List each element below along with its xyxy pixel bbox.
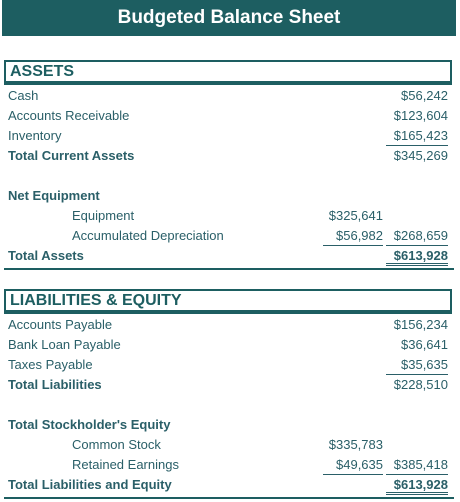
retained-earnings-value: $49,635 [323, 455, 383, 475]
accounts-payable-label: Accounts Payable [8, 317, 113, 332]
net-equipment-label: Net Equipment [8, 188, 100, 203]
taxes-payable-value: $35,635 [386, 355, 448, 375]
row-accumulated-depreciation [0, 226, 460, 246]
row-common-stock [0, 435, 460, 455]
row-inventory [0, 126, 460, 146]
row-total-liabilities-equity [0, 475, 460, 495]
row-total-current-assets [0, 146, 460, 166]
liabilities-heading-label: LIABILITIES & EQUITY [10, 291, 182, 309]
liabilities-heading-rule [4, 312, 452, 314]
row-accounts-payable [0, 315, 460, 335]
cash-value: $56,242 [401, 88, 448, 103]
page-title: Budgeted Balance Sheet [2, 0, 456, 36]
row-accounts-receivable [0, 106, 460, 126]
total-liabilities-equity-label: Total Liabilities and Equity [8, 477, 172, 492]
total-current-assets-value: $345,269 [393, 148, 448, 163]
row-retained-earnings [0, 455, 460, 475]
total-assets-value: $613,928 [386, 246, 448, 266]
liabilities-heading [4, 289, 452, 312]
inventory-label: Inventory [8, 128, 62, 143]
total-current-assets-label: Total Current Assets [8, 148, 135, 163]
row-stockholders-equity [0, 415, 460, 435]
assets-heading-label: ASSETS [10, 62, 75, 80]
accumulated-depreciation-value: $56,982 [323, 226, 383, 246]
retained-earnings-label: Retained Earnings [72, 457, 179, 472]
stockholders-equity-value: $385,418 [386, 455, 448, 475]
common-stock-value: $335,783 [328, 437, 383, 452]
stockholders-equity-label: Total Stockholder's Equity [8, 417, 171, 432]
row-equipment [0, 206, 460, 226]
inventory-value: $165,423 [386, 126, 448, 146]
common-stock-label: Common Stock [72, 437, 161, 452]
row-bank-loan-payable [0, 335, 460, 355]
taxes-payable-label: Taxes Payable [8, 357, 93, 372]
assets-bottom-rule [4, 268, 454, 270]
accounts-payable-value: $156,234 [393, 317, 448, 332]
total-liabilities-value: $228,510 [393, 377, 448, 392]
accounts-receivable-label: Accounts Receivable [8, 108, 130, 123]
total-liabilities-equity-value: $613,928 [386, 475, 448, 495]
accounts-receivable-value: $123,604 [393, 108, 448, 123]
liabilities-bottom-rule [4, 497, 454, 499]
net-equipment-value: $268,659 [386, 226, 448, 246]
assets-heading [4, 60, 452, 83]
assets-heading-rule [4, 83, 452, 85]
row-taxes-payable [0, 355, 460, 375]
equipment-label: Equipment [72, 208, 135, 223]
row-cash [0, 86, 460, 106]
accumulated-depreciation-label: Accumulated Depreciation [72, 228, 224, 243]
bank-loan-payable-label: Bank Loan Payable [8, 337, 121, 352]
row-net-equipment [0, 186, 460, 206]
equipment-value: $325,641 [328, 208, 383, 223]
bank-loan-payable-value: $36,641 [401, 337, 448, 352]
cash-label: Cash [8, 88, 39, 103]
total-assets-label: Total Assets [8, 248, 84, 263]
total-liabilities-label: Total Liabilities [8, 377, 102, 392]
row-total-assets [0, 246, 460, 266]
row-total-liabilities [0, 375, 460, 395]
